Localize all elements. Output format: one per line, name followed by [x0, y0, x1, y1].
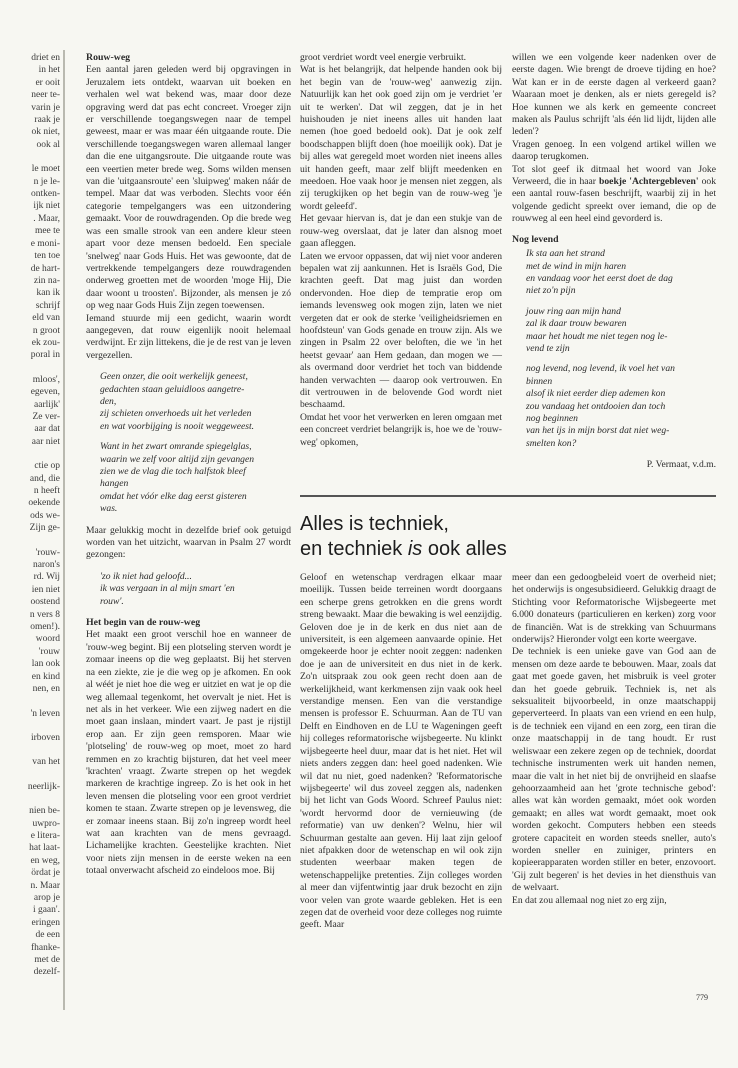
headline-line-1: Alles is techniek,: [300, 513, 449, 535]
article-column-1: [86, 52, 291, 987]
poem-line: Ik sta aan het strand: [526, 248, 605, 260]
fragment-line: eringen: [31, 917, 60, 928]
fragment-line: de een: [35, 930, 60, 941]
fragment-line: varin je: [31, 102, 60, 113]
article-column-5: [512, 572, 716, 982]
headline-line-2: [300, 537, 720, 562]
poem-line: zien we de vlag die toch halfstok bleef: [100, 466, 246, 477]
previous-column-fragment: [0, 52, 60, 978]
fragment-line: 'n leven: [30, 708, 60, 719]
fragment-line: Zijn ge-: [29, 523, 60, 534]
poem-line: vend te zijn: [526, 342, 570, 354]
paragraph: En dat zou allemaal nog niet zo erg zijn,: [512, 894, 667, 906]
fragment-line: [0, 362, 60, 374]
poem-stanza: [100, 371, 291, 433]
poem-line: Want in het zwart omrande spiegelglas,: [100, 441, 252, 453]
fragment-line: 'rouw-: [35, 547, 60, 558]
paragraph: Vragen genoeg. In een volgend artikel willen we daarop terugkomen.: [512, 138, 716, 163]
poem-line: den,: [100, 395, 117, 407]
fragment-line: [0, 448, 60, 460]
fragment-line: oostend: [30, 597, 60, 608]
poem-stanza: [526, 363, 716, 450]
fragment-line: [0, 769, 60, 781]
fragment-line: eld van: [32, 313, 60, 324]
poem-line: nog beginnen: [526, 412, 578, 424]
fragment-line: ördat je: [31, 868, 60, 879]
paragraph: Het maakt een groot verschil hoe en wanneer de 'rouw-weg begint. Bij een plotseling sterven wordt je zomaar ineens op die weg geplaatst. Bij het sterven na een ziekte, zie je die weg op je afkomen. En ook al wéét je niet hoe die weg er uitziet en wat je op die weg allemaal tegenkomt, het overvalt je niet. Het is net als in het verkeer. Wie een zijweg nadert en die moet gaan inslaan, mindert vaart. Je past je rijstijl erop aan. Er zijn geen remsporen. Maar wie 'plotseling' de rouw-weg op moet, moet zo hard remmen en zo krachtig bijsturen, dat het veel meer 'krachten' vraagt. Zwarte strepen op het wegdek markeren de krachtige ingreep. Zo is het ook in het leven mensen die plotseling voor een groot verdriet komen te staan. Zwarte strepen op je levensweg, die er zomaar ineens staan. Bij zo'n ingreep wordt heel wat aan krachten van de mens gevraagd. Lichamelijke krachten. Geestelijke krachten. Niet voor niets zijn mensen in de eerste weken na een totaal onverwacht afscheid zo eindeloos moe. Bij: [86, 629, 291, 877]
poem-line: alsof ik niet eerder diep ademen kon: [526, 388, 666, 400]
fragment-line: [0, 696, 60, 708]
poem-line: nog levend, nog levend, ik voel het van: [526, 363, 675, 375]
book-title: boekje 'Achtergebleven': [599, 176, 699, 188]
fragment-line: poral in: [30, 350, 60, 361]
poem-line: omdat het vóór elke dag eerst gisteren: [100, 490, 247, 502]
fragment-line: ook al: [36, 139, 60, 150]
fragment-line: fhanke-: [30, 942, 60, 953]
fragment-line: kan ik: [36, 288, 60, 299]
article-column-4: [300, 572, 502, 982]
fragment-line: le moet: [31, 164, 60, 175]
poem-line: maar het houdt me niet tegen nog le-: [526, 330, 668, 342]
fragment-line: ontken-: [30, 189, 60, 200]
fragment-line: ctie op: [34, 461, 60, 472]
fragment-line: hat laat-: [29, 843, 60, 854]
poem-line: was.: [100, 503, 118, 515]
fragment-line: nen, en: [32, 684, 60, 695]
paragraph: Het gevaar hiervan is, dat je dan een stukje van de rouw-weg overslaat, dat je later dan alsnog moet gaan afleggen.: [300, 213, 502, 250]
poem-line: binnen: [526, 375, 553, 387]
poem-line: zij schieten onverhoeds uit het verleden: [100, 408, 252, 420]
poem-line: 'zo ik niet had geloofd...: [100, 570, 192, 582]
fragment-line: en weg,: [30, 855, 60, 866]
poem-line: en wat voorbijging is nooit weggeweest.: [100, 420, 255, 432]
paragraph: Laten we ervoor oppassen, dat wij niet voor anderen bepalen wat zij aankunnen. Het is Israëls God, Die krachten geeft. Dat mag juist dan worden ondervonden. Hoe diep de tempratie erop om iemands levensweg ook mogen zijn, laten we niet vergeten dat er ook de sterke 'veiligheidsriemen en hoofdsteun' van Gods genade en trouw zijn. Als we zingen in Psalm 22 over beloften, die we 'in het heetst gevaar' aan Hem gedaan, dan mogen we — als overmand door verdriet het toch van biddende handen verwachten — daarop ook vertrouwen. En dit vertrouwen in de belovende God wordt niet beschaamd.: [300, 250, 502, 411]
poem-stanza: [526, 306, 716, 356]
fragment-line: dezelf-: [33, 967, 60, 978]
fragment-line: uwpro-: [32, 818, 60, 829]
headline-text: ook alles: [422, 538, 507, 560]
fragment-line: ijk niet: [33, 201, 60, 212]
fragment-line: met de: [34, 955, 60, 965]
fragment-line: raak je: [34, 115, 60, 126]
fragment-line: . Maar,: [33, 213, 60, 224]
paragraph: [512, 164, 716, 226]
fragment-line: er ooit: [35, 77, 60, 88]
poem-line: gedachten staan geluidloos aangetre-: [100, 383, 245, 395]
poem-line: smelten kon?: [526, 437, 577, 449]
text-run: Tot slot geef ik ditmaal het woord van Joke Verweerd, die in haar: [512, 163, 716, 188]
fragment-line: neer te-: [31, 90, 60, 101]
poem-title: Nog levend: [512, 233, 559, 245]
fragment-line: n. Maar: [30, 880, 60, 891]
paragraph: Iemand stuurde mij een gedicht, waarin wordt aangegeven, dat rouw eigenlijk nooit helemaal verdwijnt. Er zijn littekens, die je de rest van je leven vergezellen.: [86, 312, 291, 361]
poem-line: hangen: [100, 478, 129, 490]
paragraph: Een aantal jaren geleden werd bij opgravingen in Jeruzalem iets ontdekt, waarvan uit boeken en verhalen wel wat bekend was, maar door deze opgraving werd dat pas echt concreet. Vroeger zijn er verschillende toegangswegen naar de tempel geweest, maar er was maar één uitgaande route. Die verschillende toegangswegen waren allemaal langer dan die ene uitgangsroute. Die uitgaande route was een veertien meter brede weg. Soms wilden mensen van die 'uitgaansroute' een 'sluipweg' maken náár de tempel. Maar dat was verboden. Slechts voor één categorie tempelgangers was een uitzondering gemaakt. Voor de rouwdragenden. Op die brede weg was een smalle strook van een andere kleur steen apart voor deze mensen bedoeld. Een speciale 'snelweg' naar Gods Huis. Het was gewoonte, dat de vertrekkende tempelgangers deze rouwdragenden onderweg groetten met de woorden 'moge Hij, Die daar woont u troosten'. Bijzonder, als mensen je zó op weg naar Gods Huis Zijn zegen toewensen.: [86, 64, 291, 312]
poem-line: rouw'.: [100, 595, 124, 607]
headline-emphasis: is: [407, 538, 423, 560]
paragraph: meer dan een gedoogbeleid voert de overheid niet; het onderwijs is ongesubsidieerd. Gelukkig draagt de Stichting voor Reformatorische Wijsbegeerte met 6.000 donateurs (particulieren en kerken) zorg voor de financiën. Wat is de strekking van Schuurmans onderwijs? Hieronder volgt een korte weergave.: [512, 572, 716, 646]
fragment-line: i gaan'.: [32, 905, 60, 916]
paragraph: willen we een volgende keer nadenken over de eerste dagen. Wie brengt de droeve tijding en hoe? Wat kan er in de eerste dagen al verkeerd gaan? Waaraan moet je denken, als er niets geregeld is? Hoe kunnen we als kerk en gemeente concreet maken als Paulus schrijft 'als één lid lijdt, lijden alle leden'?: [512, 52, 716, 138]
fragment-line: ten toe: [34, 251, 60, 262]
paragraph: Wat is het belangrijk, dat helpende handen ook bij het begin van de 'rouw-weg' aanwezig zijn. Natuurlijk kan het ook goed zijn om je verdriet 'er uit te werken'. Dat wil zeggen, dat je in het huishouden je niet ineens alles uit handen laat nemen (hoe goed bedoeld ook). Dat je ook zelf boodschappen blijft doen (hoe moeilijk ook). Dat je bij alles wat geregeld moet worden niet ineens alles uit handen geeft, maar zelf blijft meedenken en meedoen. Hoe vaak hoor je mensen niet zeggen, als zij terugkijken op het begin van de rouw-weg 'je wordt geleefd'.: [300, 64, 502, 212]
article-separator: [300, 495, 716, 497]
page-number: 779: [696, 993, 708, 1002]
paragraph: Geloof en wetenschap verdragen elkaar maar moeilijk. Tussen beide terreinen wordt doorgaans een scherpe grens getrokken en die grens wordt streng bewaakt. Maar die bewaking is wel eenzijdig. Geloven doe je in de kerk en dus niet aan de universiteit, is een algemeen aanvaarde opinie. Het omgekeerde hoor je echter nooit zeggen: nadenken doe je aan de universiteit en dus niet in de kerk. Zo'n uitspraak zou ook geen recht doen aan de werkelijkheid, want kerkmensen zijn vaak ook heel verstandige mensen. Een van die verstandige mensen is professor E. Schuurman. Aan de TU van Delft en Eindhoven en de LU te Wageningen geeft hij colleges reformatorische wijsbegeerte. Nu klinkt wijsbegeerte heel duur, maar dat is het niet. Het wil niets anders zeggen dan: heel goed nadenken. Wie wil dat nu niet, goed nadenken? 'Reformatorische wijsbegeerte' wil dus zoveel zeggen als, nadenken bij het licht van Gods Woord. Schreef Paulus niet: 'wordt hervormd door de vernieuwing (de reformatie) van uw denken'? Welnu, hier wil Schuurman gestalte aan geven. Hij laat zijn geloof niet afpakken door de wetenschap en wil ook zijn studenten weerbaar maken tegen de wetenschappelijke pretenties. Zijn colleges worden al meer dan vijfentwintig jaar druk bezocht en zijn voor velen van grote waarde gebleken. Het is een zegen dat de overheid voor deze colleges nog ruimte geeft. Maar: [300, 572, 502, 931]
fragment-line: e litera-: [30, 830, 60, 841]
poem-nog-levend: [526, 248, 716, 450]
fragment-line: Ze ver-: [32, 411, 60, 422]
column-divider: [63, 50, 65, 1010]
paragraph: De techniek is een unieke gave van God aan de mensen om deze aarde te bebouwen. Maar, zoals dat gaat met goede gaven, het misbruik is veel groter dan het goede gebruik. Techniek is, net als seksualiteit bijvoorbeeld, in onze maatschappij geperverteerd. In plaats van een vriend en een hulp, is de techniek een vijand en een zorg, een tiran die onze maatschappij in de tang houdt. Er rust weliswaar een zekere zegen op de techniek, doordat technische instrumenten werk uit handen nemen, maar die valt in het niet bij de onvrijheid en slaafse gehoorzaamheid aan het 'grote technische gebod': alles wat kàn worden gemaakt, móet ook worden gemaakt; en alles wat wordt gemaakt, moet ook worden gekocht. Computers hebben een steeds grotere capaciteit en worden steeds sneller, auto's worden sneller en zuiniger, printers en kopieerapparaten worden stiller en beter, enzovoort. 'Gij zult begeren' is het devies in het diensthuis van de welvaart.: [512, 646, 716, 894]
poem-line: ik was vergaan in al mijn smart 'en: [100, 583, 235, 595]
fragment-line: schrijf: [35, 300, 60, 311]
fragment-line: n je le-: [33, 176, 60, 187]
fragment-line: mee te: [34, 226, 60, 237]
article-column-2: [300, 52, 502, 492]
fragment-line: [0, 151, 60, 163]
fragment-line: neerlijk-: [27, 781, 60, 792]
fragment-line: rd. Wij: [33, 572, 60, 583]
poem-line: met de wind in mijn haren: [526, 260, 627, 272]
fragment-line: zin na-: [33, 275, 60, 286]
fragment-line: de hart-: [30, 263, 60, 274]
fragment-line: van het: [32, 757, 60, 768]
paragraph: Omdat het voor het verwerken en leren omgaan met een concreet verdriet belangrijk is, hoe we de 'rouw-weg' opkomen,: [300, 411, 502, 448]
poem-stanza: [526, 248, 716, 298]
fragment-line: [0, 793, 60, 805]
fragment-line: woord: [35, 634, 60, 645]
fragment-line: n groot: [32, 325, 60, 336]
fragment-line: arop je: [33, 892, 60, 903]
fragment-line: in het: [38, 65, 60, 76]
fragment-line: irboven: [30, 732, 60, 743]
fragment-line: e moni-: [30, 238, 60, 249]
fragment-line: [0, 535, 60, 547]
article-headline: [300, 512, 720, 562]
poem-line: waarin we zelf voor altijd zijn gevangen: [100, 453, 255, 465]
poem-line: zou vandaag het ontdooien dan toch: [526, 400, 666, 412]
fragment-line: oekende: [28, 498, 60, 509]
fragment-line: [0, 744, 60, 756]
fragment-line: lan ook: [31, 659, 60, 670]
poem-line: zal ik daar trouw bewaren: [526, 318, 627, 330]
fragment-line: aarlijk': [34, 399, 60, 410]
fragment-line: n heeft: [33, 486, 60, 496]
poem-line: niet zo'n pijn: [526, 285, 576, 297]
fragment-line: ien niet: [31, 584, 60, 595]
section-heading-rouw-weg: Rouw-weg: [86, 52, 131, 63]
section-heading-begin: Het begin van de rouw-weg: [86, 617, 201, 629]
fragment-line: aar niet: [31, 436, 60, 447]
poem-quote: [100, 371, 291, 515]
fragment-line: mloos',: [32, 374, 60, 385]
fragment-line: aar dat: [34, 424, 60, 435]
psalm-quote: [100, 571, 291, 608]
fragment-line: ek zou-: [31, 337, 60, 348]
poem-stanza: [100, 441, 291, 515]
poem-line: Geen onzer, die ooit werkelijk geneest,: [100, 371, 248, 383]
fragment-line: 'rouw: [38, 646, 60, 657]
paragraph: Maar gelukkig mocht in dezelfde brief ook getuigd worden van het uitzicht, waarvan in Psalm 27 wordt gezongen:: [86, 524, 291, 561]
poem-line: en vandaag voor het eerst doet de dag: [526, 272, 673, 284]
text-run: ook een aantal rouw-fasen beschrijft, waarbij zij in het volgende gedicht spreekt over iemand, die op de rouwweg al een heel eind gevorderd is.: [512, 176, 716, 225]
fragment-line: en kind: [31, 671, 60, 682]
article-column-3: [512, 52, 716, 492]
author-signature: P. Vermaat, v.d.m.: [646, 459, 716, 471]
fragment-line: egeven,: [30, 387, 60, 398]
poem-line: jouw ring aan mijn hand: [526, 305, 621, 317]
poem-stanza: [100, 571, 291, 608]
fragment-line: [0, 720, 60, 732]
paragraph: groot verdriet wordt veel energie verbruikt.: [300, 52, 467, 63]
fragment-line: omen!).: [30, 622, 60, 633]
headline-text: en techniek: [300, 538, 408, 560]
fragment-line: driet en: [31, 53, 60, 63]
fragment-line: n vers 8: [29, 609, 60, 620]
fragment-line: ods we-: [30, 510, 60, 521]
fragment-line: ok niet,: [31, 127, 60, 138]
fragment-line: and, die: [29, 473, 60, 484]
fragment-line: naron's: [32, 560, 60, 571]
fragment-line: nien be-: [29, 806, 60, 817]
poem-line: van het ijs in mijn borst dat niet weg-: [526, 425, 670, 437]
